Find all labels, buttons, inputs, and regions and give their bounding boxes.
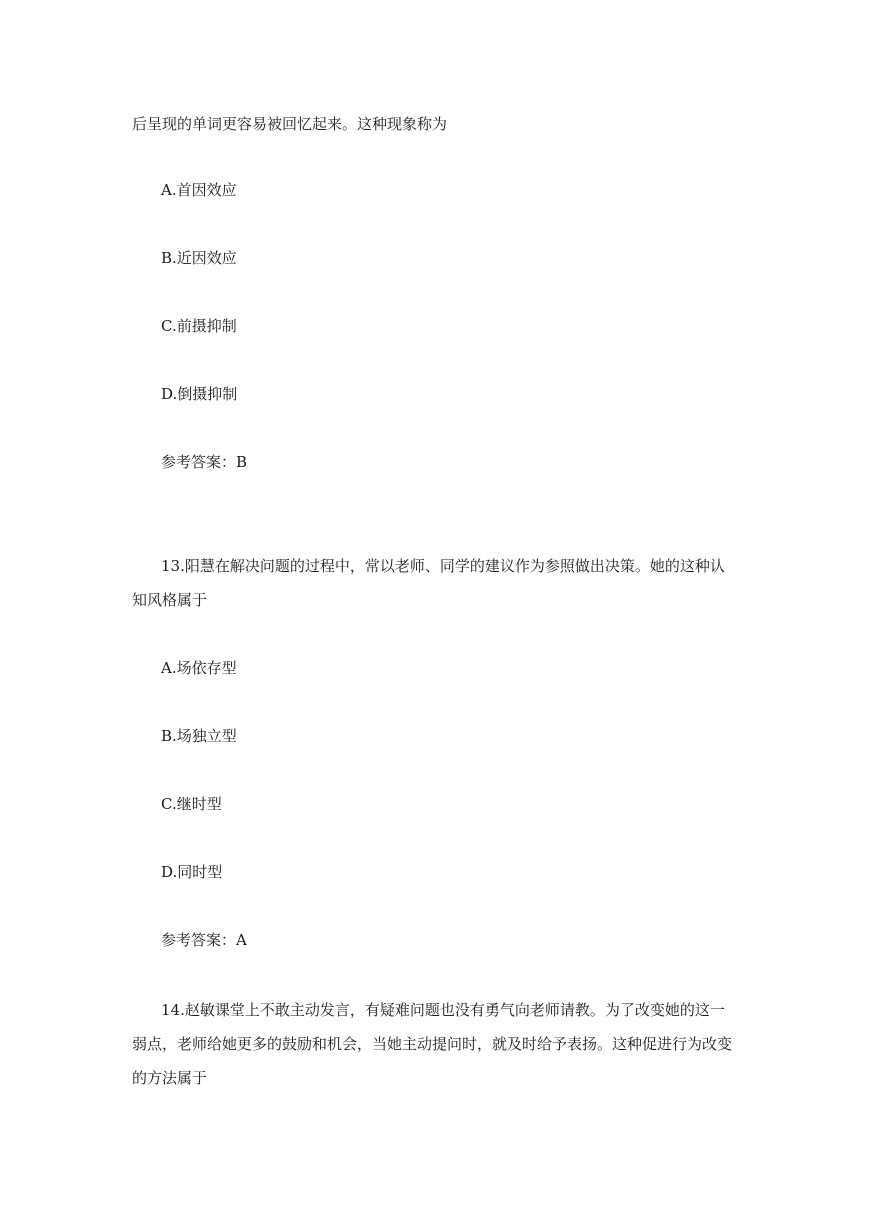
q14-stem-line2: 弱点，老师给她更多的鼓励和机会，当她主动提问时，就及时给予表扬。这种促进行为改变 bbox=[132, 1035, 733, 1053]
q13-option-d: D.同时型 bbox=[161, 863, 223, 881]
q13-option-c: C.继时型 bbox=[161, 795, 222, 813]
q13-option-b: B.场独立型 bbox=[161, 727, 237, 745]
q12-option-a: A.首因效应 bbox=[161, 181, 237, 199]
q12-option-c: C.前摄抑制 bbox=[161, 317, 237, 335]
q13-answer: 参考答案：A bbox=[161, 931, 247, 949]
q13-stem-line1: 13.阳慧在解决问题的过程中，常以老师、同学的建议作为参照做出决策。她的这种认 bbox=[161, 557, 725, 575]
q12-answer: 参考答案：B bbox=[161, 453, 248, 471]
q14-stem-line3: 的方法属于 bbox=[132, 1069, 208, 1087]
q13-option-a: A.场依存型 bbox=[161, 659, 237, 677]
q13-stem-line2: 知风格属于 bbox=[132, 591, 208, 609]
q12-option-d: D.倒摄抑制 bbox=[161, 385, 238, 403]
q12-option-b: B.近因效应 bbox=[161, 249, 237, 267]
q12-stem-continuation: 后呈现的单词更容易被回忆起来。这种现象称为 bbox=[132, 115, 448, 133]
q14-stem-line1: 14.赵敏课堂上不敢主动发言，有疑难问题也没有勇气向老师请教。为了改变她的这一 bbox=[161, 1001, 725, 1019]
